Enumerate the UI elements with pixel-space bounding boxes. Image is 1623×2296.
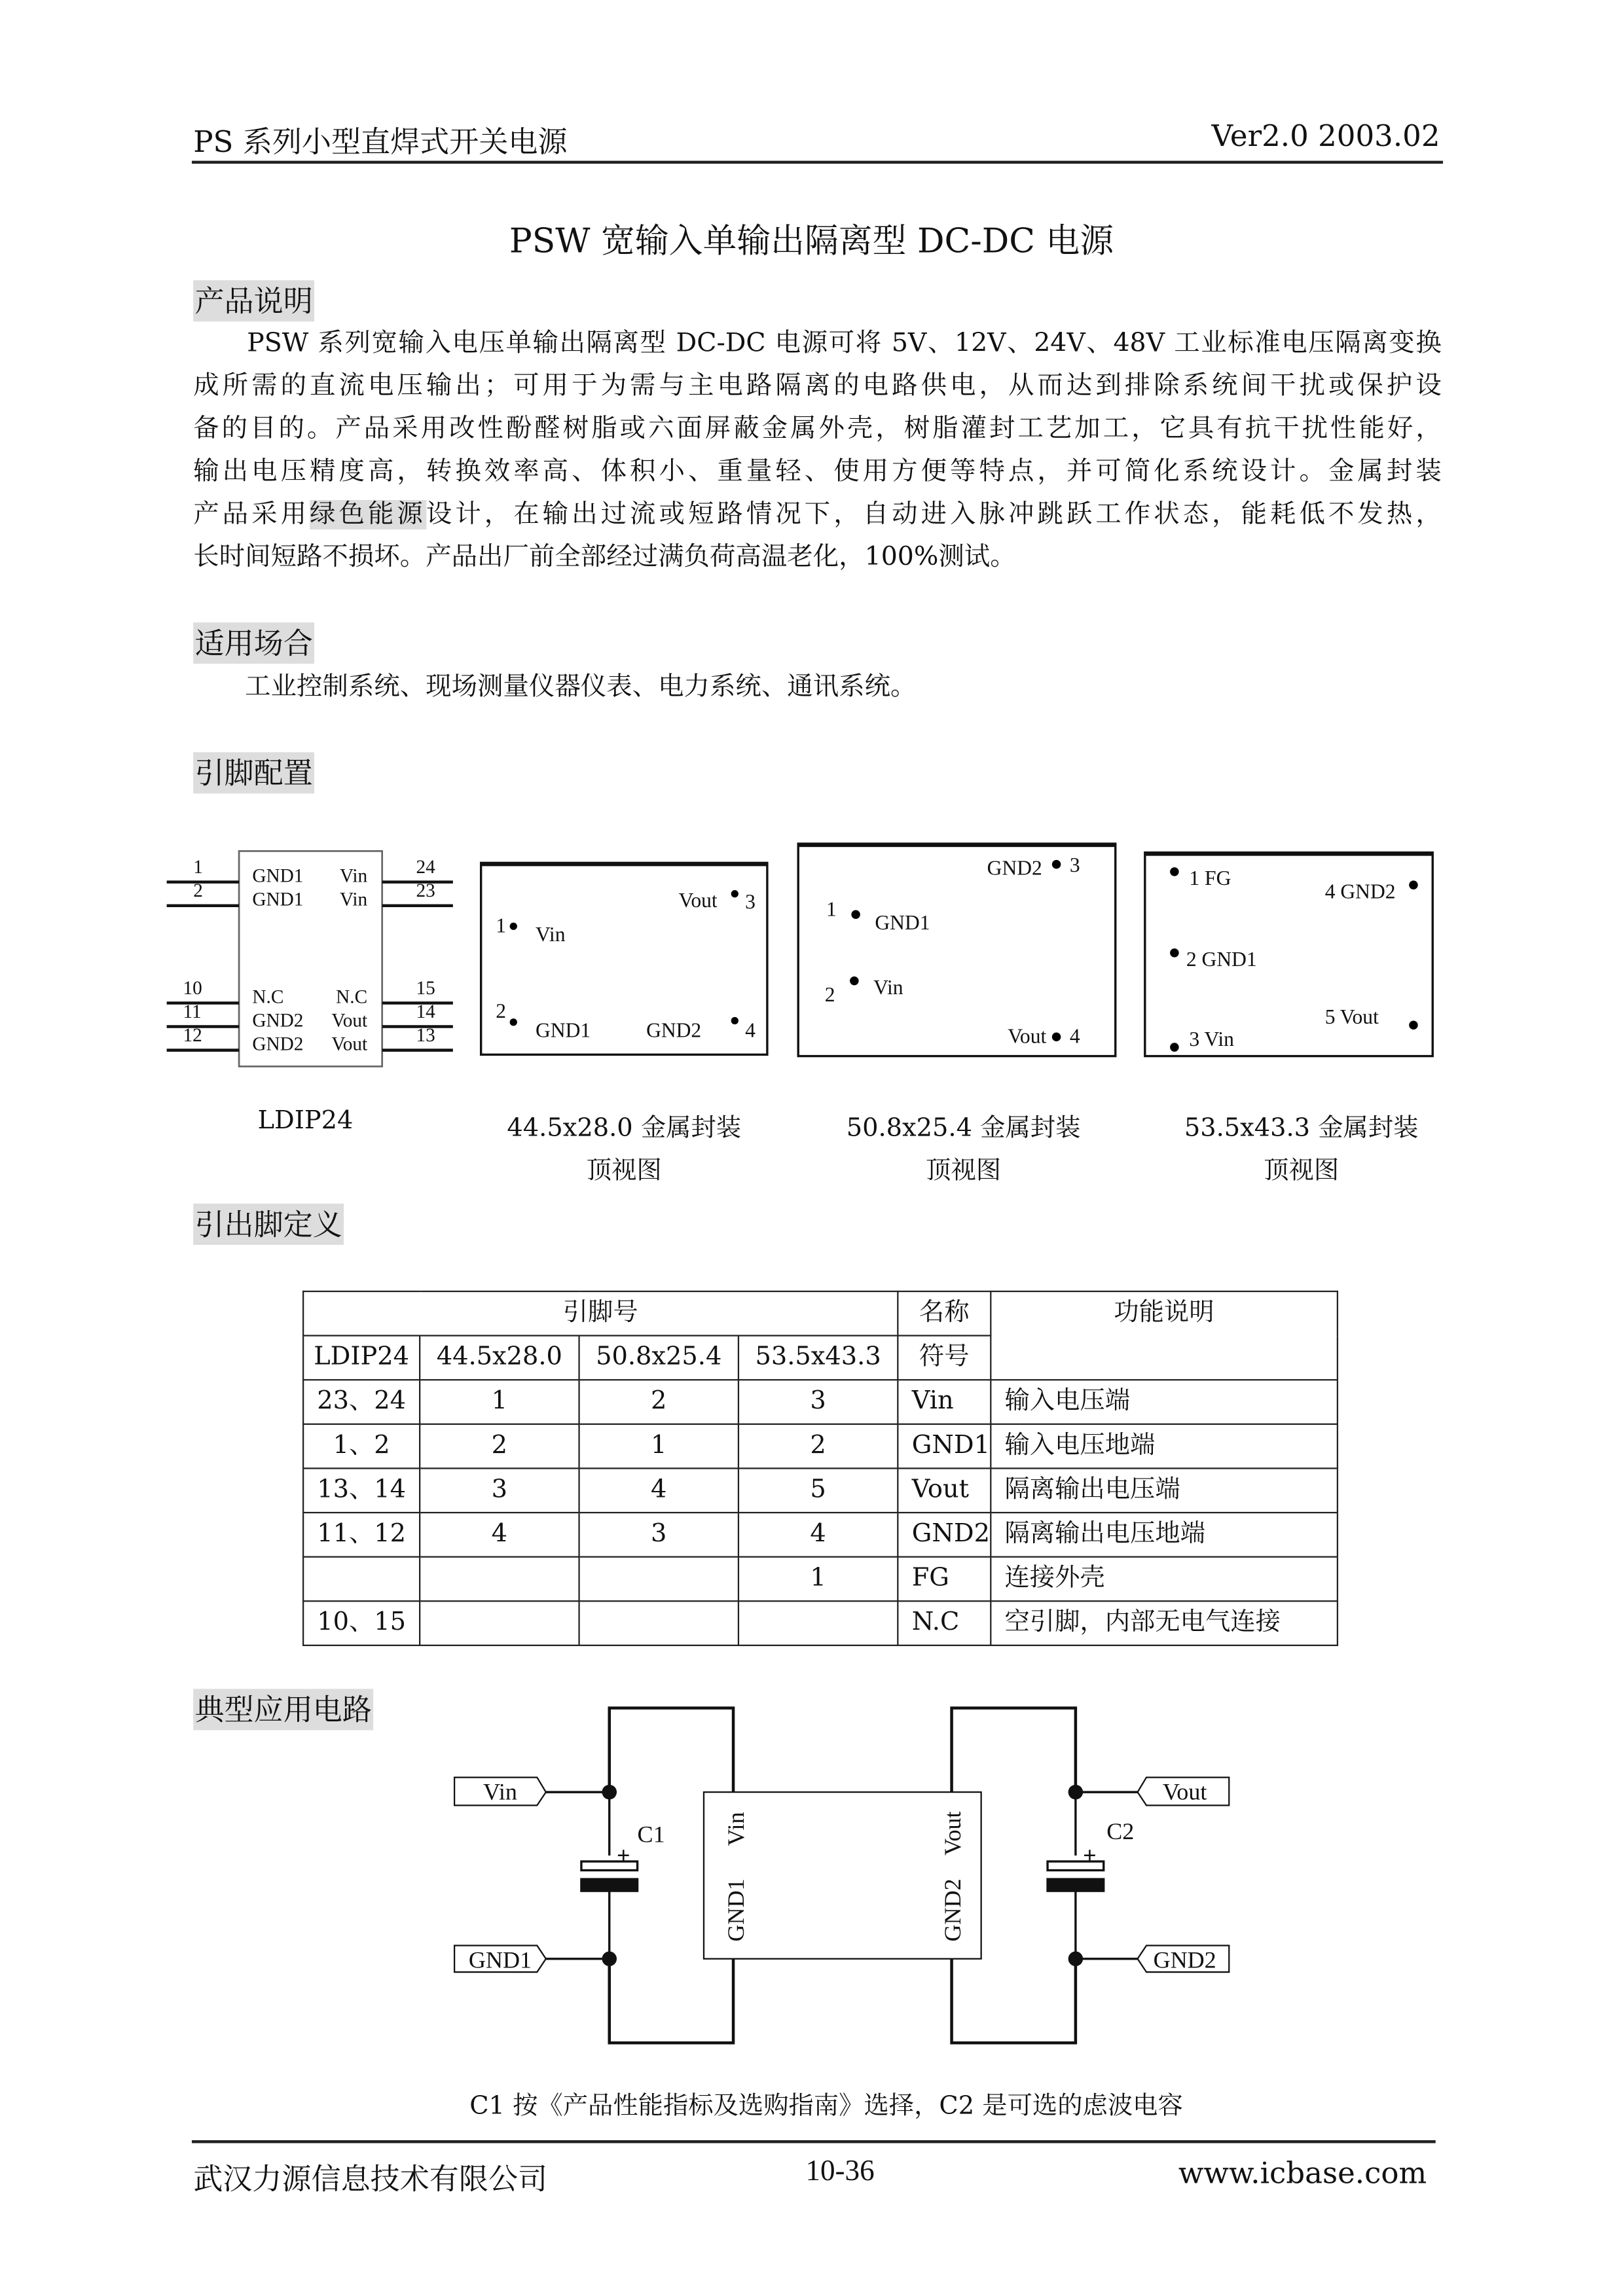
- svg-text:GND2: GND2: [987, 856, 1042, 880]
- header-version: Ver2.0 2003.02: [1211, 118, 1440, 154]
- table-cell: FG: [898, 1557, 991, 1602]
- table-header-row: [303, 1291, 1338, 1336]
- pin-name: GND1: [252, 889, 304, 910]
- svg-text:4: 4: [745, 1018, 756, 1042]
- table-cell: [579, 1601, 739, 1645]
- section-heading-pin-definition: 引出脚定义: [193, 1204, 344, 1245]
- section-heading-circuit: 典型应用电路: [193, 1689, 373, 1730]
- pin-number: 12: [183, 1025, 202, 1047]
- svg-text:GND1: GND1: [722, 1878, 749, 1942]
- pin-name: Vin: [339, 865, 368, 887]
- table-cell: 3: [420, 1468, 579, 1513]
- highlighted-text: 绿色能源: [310, 499, 426, 530]
- pin-number: 11: [183, 1001, 202, 1022]
- section-heading-description: 产品说明: [193, 280, 314, 321]
- table-cell: N.C: [898, 1601, 991, 1645]
- pin-name: Vin: [339, 889, 368, 910]
- table-cell: Vout: [898, 1468, 991, 1513]
- table-cell: 2: [420, 1424, 579, 1469]
- table-row: [303, 1601, 1338, 1645]
- ldip24-diagram: [167, 851, 453, 1066]
- text-line: 长时间短路不损坏。产品出厂前全部经过满负荷高温老化，100%测试。: [193, 543, 1016, 573]
- svg-text:GND1: GND1: [875, 910, 930, 934]
- footer-url[interactable]: www.icbase.com: [1178, 2155, 1427, 2191]
- table-cell: 空引脚，内部无电气连接: [991, 1601, 1338, 1645]
- svg-text:2: 2: [824, 983, 835, 1007]
- table-cell: 10、15: [303, 1601, 420, 1645]
- svg-text:GND1: GND1: [536, 1018, 591, 1042]
- svg-text:Vout: Vout: [1008, 1024, 1047, 1048]
- table-cell: GND2: [898, 1513, 991, 1557]
- svg-text:Vin: Vin: [536, 922, 566, 946]
- text-line: PSW 系列宽输入电压单输出隔离型 DC-DC 电源可将 5V、12V、24V、48V 工业标准电压隔离变换: [193, 329, 1442, 359]
- text-line: 输出电压精度高，转换效率高、体积小、重量轻、使用方便等特点，并可简化系统设计。金属封装: [193, 457, 1442, 487]
- section-heading-applications: 适用场合: [193, 622, 314, 664]
- table-cell: 23、24: [303, 1380, 420, 1424]
- header-name: 名称: [898, 1291, 991, 1336]
- pin-number: 23: [416, 880, 435, 902]
- svg-text:4: 4: [1069, 1024, 1080, 1048]
- table-cell: 1: [420, 1380, 579, 1424]
- svg-text:GND1: GND1: [468, 1946, 532, 1973]
- pkg2-caption-view: 顶视图: [926, 1156, 1002, 1186]
- pin-name: N.C: [336, 986, 368, 1008]
- svg-text:GND2: GND2: [646, 1018, 702, 1042]
- pkg3-caption: 53.5x43.3 金属封装: [1184, 1113, 1419, 1143]
- svg-text:GND2: GND2: [939, 1878, 966, 1942]
- pin-number: 10: [183, 977, 202, 999]
- pin-number: 13: [416, 1025, 435, 1047]
- table-cell: 2: [579, 1380, 739, 1424]
- table-cell: 2: [739, 1424, 898, 1469]
- svg-text:+: +: [1083, 1842, 1097, 1869]
- pkg1-caption-view: 顶视图: [586, 1156, 662, 1186]
- pin-number: 2: [193, 880, 203, 902]
- svg-text:Vout: Vout: [678, 888, 718, 912]
- table-cell: GND1: [898, 1424, 991, 1469]
- svg-text:Vin: Vin: [483, 1778, 517, 1805]
- table-cell: 13、14: [303, 1468, 420, 1513]
- table-cell: 3: [739, 1380, 898, 1424]
- svg-text:Vin: Vin: [873, 975, 903, 999]
- table-cell: 1、2: [303, 1424, 420, 1469]
- column-header: 符号: [898, 1336, 991, 1380]
- pkg3-caption-view: 顶视图: [1264, 1156, 1340, 1186]
- text-segment: 产品采用: [193, 499, 310, 530]
- table-cell: [303, 1557, 420, 1602]
- header-pin-no: 引脚号: [303, 1291, 898, 1336]
- pin-name: GND2: [252, 1010, 304, 1031]
- text-line: 工业控制系统、现场测量仪器仪表、电力系统、通讯系统。: [193, 672, 917, 702]
- svg-text:2: 2: [496, 999, 506, 1022]
- footer-company: 武汉力源信息技术有限公司: [193, 2161, 548, 2197]
- pkg2-caption: 50.8x25.4 金属封装: [846, 1113, 1081, 1143]
- svg-text:1 FG: 1 FG: [1189, 867, 1231, 890]
- text-line: 成所需的直流电压输出；可用于为需与主电路隔离的电路供电，从而达到排除系统间干扰或保护设: [193, 371, 1442, 401]
- package-53x43-diagram: [1145, 853, 1432, 1056]
- pin-number: 14: [416, 1001, 435, 1022]
- pin-number: 24: [416, 857, 435, 878]
- table-cell: 4: [739, 1513, 898, 1557]
- table-cell: 隔离输出电压地端: [991, 1513, 1338, 1557]
- text-line: 备的目的。产品采用改性酚醛树脂或六面屏蔽金属外壳，树脂灌封工艺加工，它具有抗干扰性能好，: [193, 414, 1442, 444]
- footer-rule: [192, 2140, 1436, 2142]
- svg-text:3 Vin: 3 Vin: [1189, 1027, 1234, 1050]
- table-cell: [739, 1601, 898, 1645]
- pin-name: N.C: [252, 986, 284, 1008]
- header-title: PS 系列小型直焊式开关电源: [193, 124, 568, 160]
- table-cell: Vin: [898, 1380, 991, 1424]
- table-cell: 4: [579, 1468, 739, 1513]
- column-header: 50.8x25.4: [579, 1336, 739, 1380]
- table-cell: 连接外壳: [991, 1557, 1338, 1602]
- svg-text:2 GND1: 2 GND1: [1186, 948, 1257, 971]
- pin-name: Vout: [331, 1033, 368, 1055]
- svg-text:+: +: [617, 1842, 630, 1869]
- pin-name: GND1: [252, 865, 304, 887]
- section-heading-pin-config: 引脚配置: [193, 752, 314, 793]
- table-cell: 1: [739, 1557, 898, 1602]
- table-row: [303, 1468, 1338, 1513]
- svg-text:C1: C1: [637, 1821, 665, 1848]
- pin-name: GND2: [252, 1033, 304, 1055]
- ldip24-caption: LDIP24: [257, 1106, 354, 1136]
- table-cell: [579, 1557, 739, 1602]
- table-cell: 5: [739, 1468, 898, 1513]
- svg-text:3: 3: [1069, 853, 1080, 876]
- circuit-caption: C1 按《产品性能指标及选购指南》选择，C2 是可选的虑波电容: [469, 2091, 1183, 2121]
- table-cell: 4: [420, 1513, 579, 1557]
- pin-number: 1: [193, 857, 203, 878]
- pin-definition-table: [302, 1291, 1338, 1646]
- table-row: [303, 1424, 1338, 1469]
- table-cell: 11、12: [303, 1513, 420, 1557]
- column-header: LDIP24: [303, 1336, 420, 1380]
- page-title: PSW 宽输入单输出隔离型 DC-DC 电源: [509, 223, 1114, 261]
- svg-text:Vout: Vout: [939, 1811, 966, 1856]
- svg-text:C2: C2: [1106, 1818, 1135, 1845]
- package-44x28-diagram: [481, 863, 767, 1054]
- svg-text:3: 3: [745, 890, 756, 914]
- table-cell: [420, 1601, 579, 1645]
- text-segment: 设计，在输出过流或短路情况下，自动进入脉冲跳跃工作状态，能耗低不发热，: [426, 499, 1442, 530]
- table-row: [303, 1380, 1338, 1424]
- svg-text:4 GND2: 4 GND2: [1324, 880, 1396, 903]
- table-cell: [420, 1557, 579, 1602]
- table-row: [303, 1557, 1338, 1602]
- svg-text:Vin: Vin: [722, 1812, 749, 1846]
- table-cell: 输入电压地端: [991, 1424, 1338, 1469]
- svg-text:Vout: Vout: [1162, 1778, 1207, 1805]
- table-cell: 1: [579, 1424, 739, 1469]
- page-number: 10-36: [805, 2155, 875, 2188]
- pin-number: 15: [416, 977, 435, 999]
- column-header: 44.5x28.0: [420, 1336, 579, 1380]
- circuit-labels: [469, 1778, 1216, 1973]
- application-circuit: [454, 1708, 1229, 2043]
- svg-text:1: 1: [826, 897, 837, 921]
- svg-text:GND2: GND2: [1153, 1946, 1216, 1973]
- table-cell: 隔离输出电压端: [991, 1468, 1338, 1513]
- svg-text:1: 1: [496, 914, 506, 937]
- column-header: 53.5x43.3: [739, 1336, 898, 1380]
- pin-name: Vout: [331, 1010, 368, 1031]
- package-50x25-diagram: [798, 844, 1116, 1056]
- pkg1-caption: 44.5x28.0 金属封装: [507, 1113, 742, 1143]
- table-cell: 3: [579, 1513, 739, 1557]
- table-row: [303, 1513, 1338, 1557]
- svg-text:5 Vout: 5 Vout: [1324, 1005, 1379, 1028]
- header-function: 功能说明: [991, 1291, 1338, 1380]
- table-cell: 输入电压端: [991, 1380, 1338, 1424]
